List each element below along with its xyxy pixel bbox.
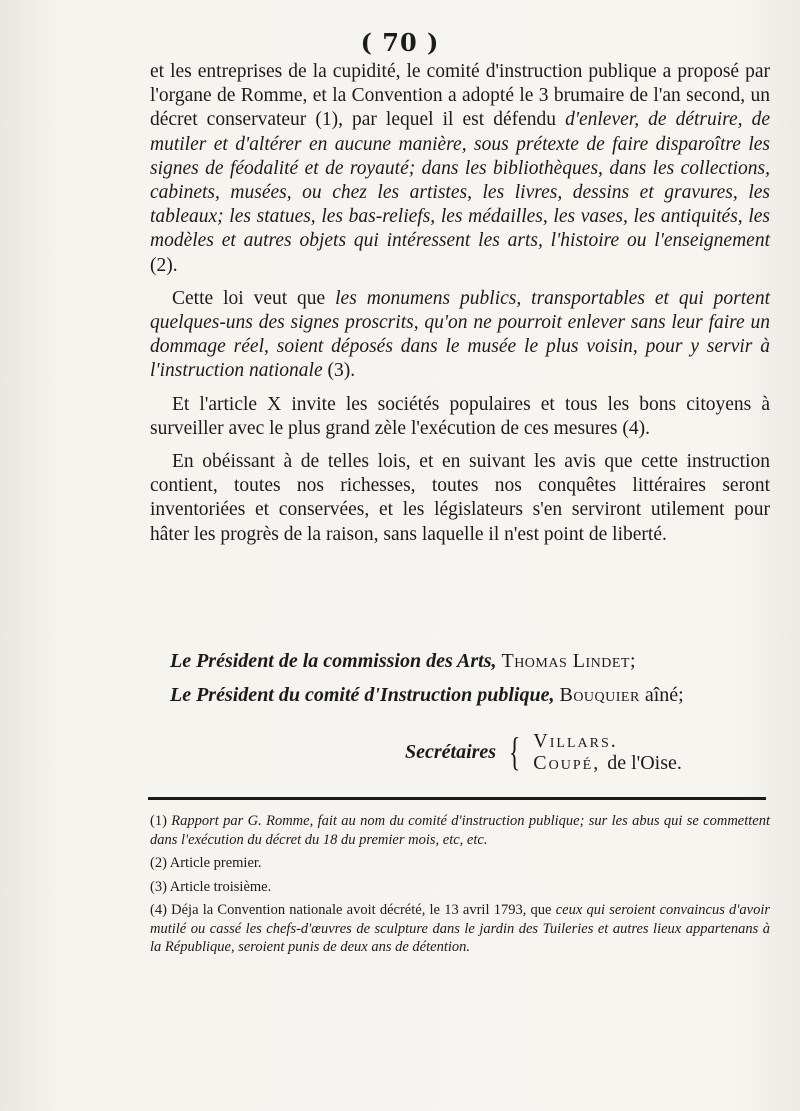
- signature-president-instruction: [170, 684, 770, 707]
- paragraph-2-text: Cette loi veut que: [172, 287, 336, 309]
- curly-brace-icon: {: [508, 729, 521, 774]
- paragraph-1-italic: d'enlever, de détruire, de mutiler et d'altérer en aucune manière, sous prétexte de faire disparoître les signes de féodalité et de royauté; dans les bibliothèques, dans les collections, cabinets, musées, ou chez les artistes, les livres, dessins et gravures, les tableaux; les statues, les bas-reliefs, les médailles, les vases, les antiquités, les modèles et autres objets qui intéressent les arts, l'histoire ou l'enseignement: [150, 109, 770, 252]
- footnote-2: [150, 854, 770, 873]
- signature-president-arts-label: Le Président de la commission des Arts,: [170, 650, 497, 672]
- footnote-3-text: Article troisième.: [169, 878, 272, 895]
- footnotes: [150, 812, 770, 962]
- paragraph-2-ref: (3).: [322, 360, 356, 382]
- signature-president-arts-name: Thomas Lindet;: [501, 650, 637, 672]
- main-text: [150, 60, 770, 556]
- paragraph-2: [150, 287, 770, 384]
- signature-president-instruction-label: Le Président du comité d'Instruction publique,: [170, 684, 555, 706]
- signature-president-arts: [170, 650, 770, 673]
- paragraph-4-text: En obéissant à de telles lois, et en suivant les avis que cette instruction contient, toutes nos richesses, toutes nos conquêtes littéraires seront inventoriées et conservées, et les législateurs s'en serviront utilement pour hâter les progrès de la raison, sans laquelle il n'est point de liberté.: [150, 451, 770, 545]
- signature-president-instruction-name: Bouquier: [559, 684, 640, 706]
- secretaires-label: Secrétaires: [405, 740, 497, 763]
- secretaire-2-suffix: de l'Oise.: [607, 752, 682, 774]
- footnote-4-mark: (4): [150, 902, 167, 918]
- paragraph-3-text: Et l'article X invite les sociétés populaires et tous les bons citoyens à surveiller avec le plus grand zèle l'exécution de ces mesures (4).: [150, 393, 770, 439]
- paragraph-1-text: et les entreprises de la cupidité, le comité d'instruction publique a proposé par l'organe de Romme, et la Convention a adopté le 3 brumaire de l'an second, un décret conservateur (1), par lequel il est défendu: [150, 61, 770, 131]
- page-number: ( 70 ): [360, 28, 440, 57]
- paragraph-3: [150, 393, 770, 441]
- footnote-4-text: Déja la Convention nationale avoit décrété, le 13 avril 1793, que: [171, 902, 552, 918]
- signature-secretaires: [405, 730, 682, 774]
- footnote-4: [150, 901, 770, 957]
- footnote-divider: [148, 797, 766, 800]
- footnote-4-italic: ceux qui seroient convaincus d'avoir mutilé ou cassé les chefs-d'œuvres de sculpture dans le jardin des Tuileries et autres lieux appartenans à la République, seroient punis de deux ans de détention.: [150, 902, 771, 955]
- paragraph-1: [150, 60, 770, 278]
- secretaire-1: Villars.: [533, 730, 618, 752]
- footnote-1: [150, 812, 770, 849]
- footnote-3-mark: (3): [150, 878, 167, 895]
- footnote-2-text: Article premier.: [169, 855, 262, 871]
- paragraph-1-ref: (2).: [150, 254, 178, 276]
- secretaires-names: [533, 730, 682, 774]
- secretaire-2-name: Coupé,: [533, 752, 601, 774]
- footnote-1-text: Rapport par G. Romme, fait au nom du comité d'instruction publique; sur les abus qui se commettent dans l'exécution du décret du 18 du premier mois, etc, etc.: [150, 813, 771, 848]
- footnote-3: [150, 878, 770, 897]
- signature-president-instruction-suffix: aîné;: [644, 684, 684, 706]
- paragraph-2-italic: les monumens publics, transportables et qui portent quelques-uns des signes proscrits, qu'on ne pourroit enlever sans leur faire un dommage réel, soient déposés dans le musée le plus voisin, pour y servir à l'instruction nationale: [150, 287, 770, 382]
- secretaire-2: [533, 752, 682, 774]
- footnote-1-mark: (1): [150, 813, 167, 829]
- footnote-2-mark: (2): [150, 855, 167, 871]
- paragraph-4: [150, 450, 770, 547]
